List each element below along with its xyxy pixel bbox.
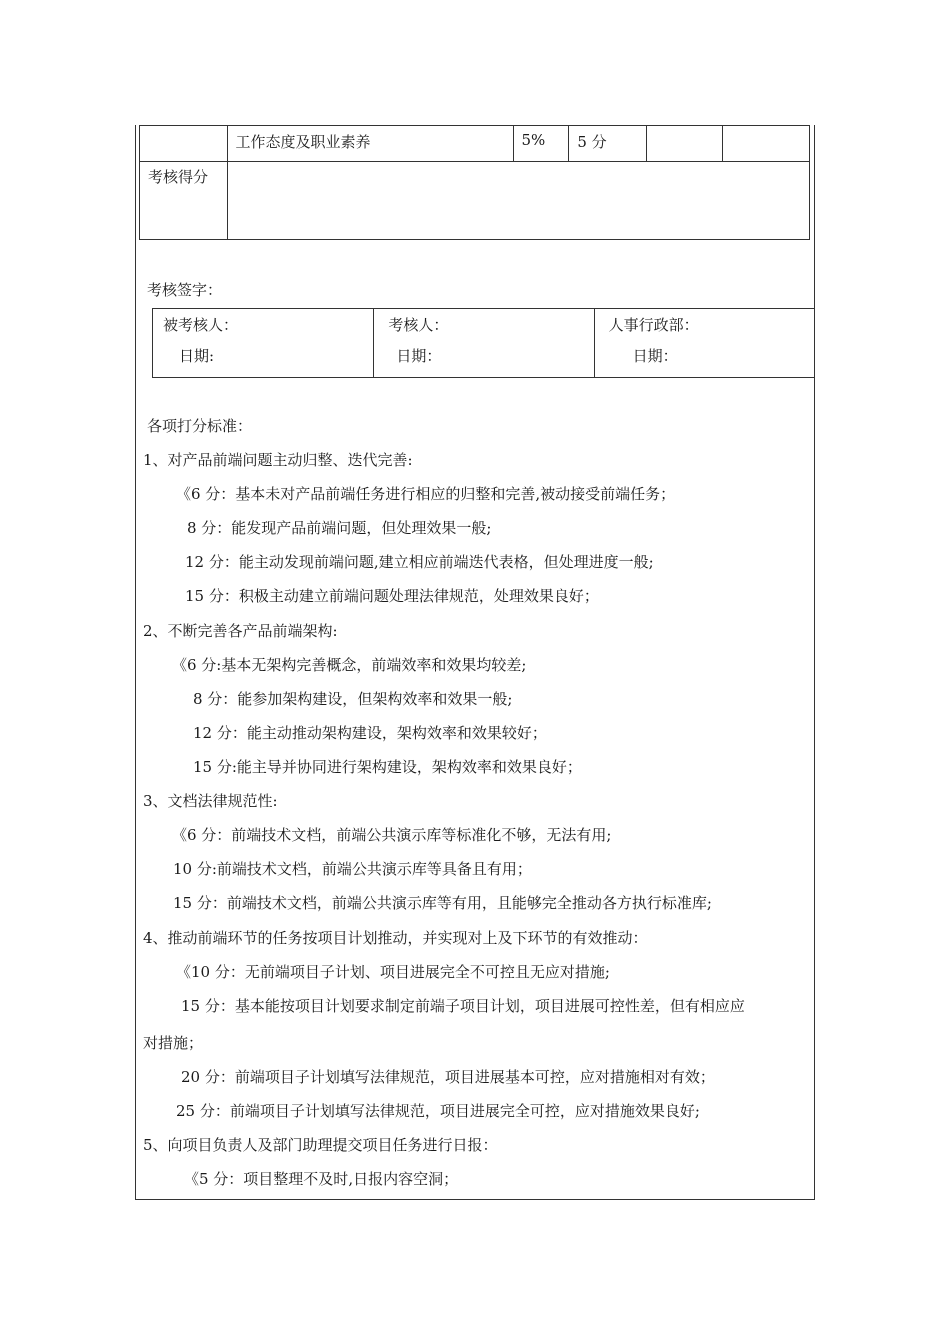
item-cell: 工作态度及职业素养 [227,126,513,162]
score-cell: 5 分 [569,126,647,162]
criteria-item: 《6 分:基本无架构完善概念，前端效率和效果均较差; [172,656,527,674]
criteria-item: 10 分:前端技术文档，前端公共演示库等具备且有用； [173,860,532,878]
criteria-item: 《6 分：前端技术文档，前端公共演示库等标准化不够，无法有用; [172,826,612,844]
role-label: 被考核人： [163,316,239,334]
empty-cell [647,126,723,162]
criteria-item: 对措施； [143,1034,204,1052]
total-score-label: 考核得分 [140,162,228,240]
empty-cell [140,126,228,162]
weight-cell: 5% [513,126,569,162]
signature-cell [594,309,814,378]
signature-table [152,308,815,378]
criteria-heading: 1、对产品前端问题主动归整、迭代完善: [143,451,413,469]
criteria-item: 15 分：积极主动建立前端问题处理法律规范，处理效果良好； [185,587,599,605]
role-label: 人事行政部： [608,316,699,334]
criteria-item: 15 分：基本能按项目计划要求制定前端子项目计划，项目进展可控性差，但有相应应 [181,997,745,1015]
criteria-heading: 4、推动前端环节的任务按项目计划推动，并实现对上及下环节的有效推动： [143,929,648,947]
role-label: 考核人： [388,316,449,334]
date-label: 日期: [179,347,215,365]
criteria-item: 《6 分：基本未对产品前端任务进行相应的归整和完善,被动接受前端任务； [176,485,676,503]
criteria-heading: 2、不断完善各产品前端架构: [143,622,338,640]
criteria-item: 《5 分：项目整理不及时,日报内容空洞； [184,1170,459,1188]
criteria-item: 15 分:能主导并协同进行架构建设，架构效率和效果良好； [193,758,582,776]
criteria-title: 各项打分标准： [147,417,253,435]
sign-title: 考核签字： [147,281,223,299]
date-label: 日期： [632,347,678,365]
criteria-heading: 3、文档法律规范性: [143,792,278,810]
criteria-item: 8 分：能发现产品前端问题，但处理效果一般; [187,519,492,537]
score-table [139,125,810,240]
criteria-item: 8 分：能参加架构建设，但架构效率和效果一般; [193,690,513,708]
criteria-item: 15 分：前端技术文档，前端公共演示库等有用，且能够完全推动各方执行标准库; [173,894,712,912]
empty-cell [722,126,809,162]
criteria-heading: 5、向项目负责人及部门助理提交项目任务进行日报： [143,1136,498,1154]
signature-cell [374,309,594,378]
date-label: 日期： [396,347,442,365]
criteria-item: 《10 分：无前端项目子计划、项目进展完全不可控且无应对措施; [176,963,610,981]
total-score-value [227,162,809,240]
criteria-item: 12 分：能主动推动架构建设，架构效率和效果较好； [193,724,547,742]
criteria-item: 12 分：能主动发现前端问题,建立相应前端迭代表格，但处理进度一般; [185,553,654,571]
signature-cell [153,309,374,378]
criteria-item: 25 分：前端项目子计划填写法律规范，项目进展完全可控，应对措施效果良好; [176,1102,700,1120]
criteria-item: 20 分：前端项目子计划填写法律规范，项目进展基本可控，应对措施相对有效； [181,1068,715,1086]
